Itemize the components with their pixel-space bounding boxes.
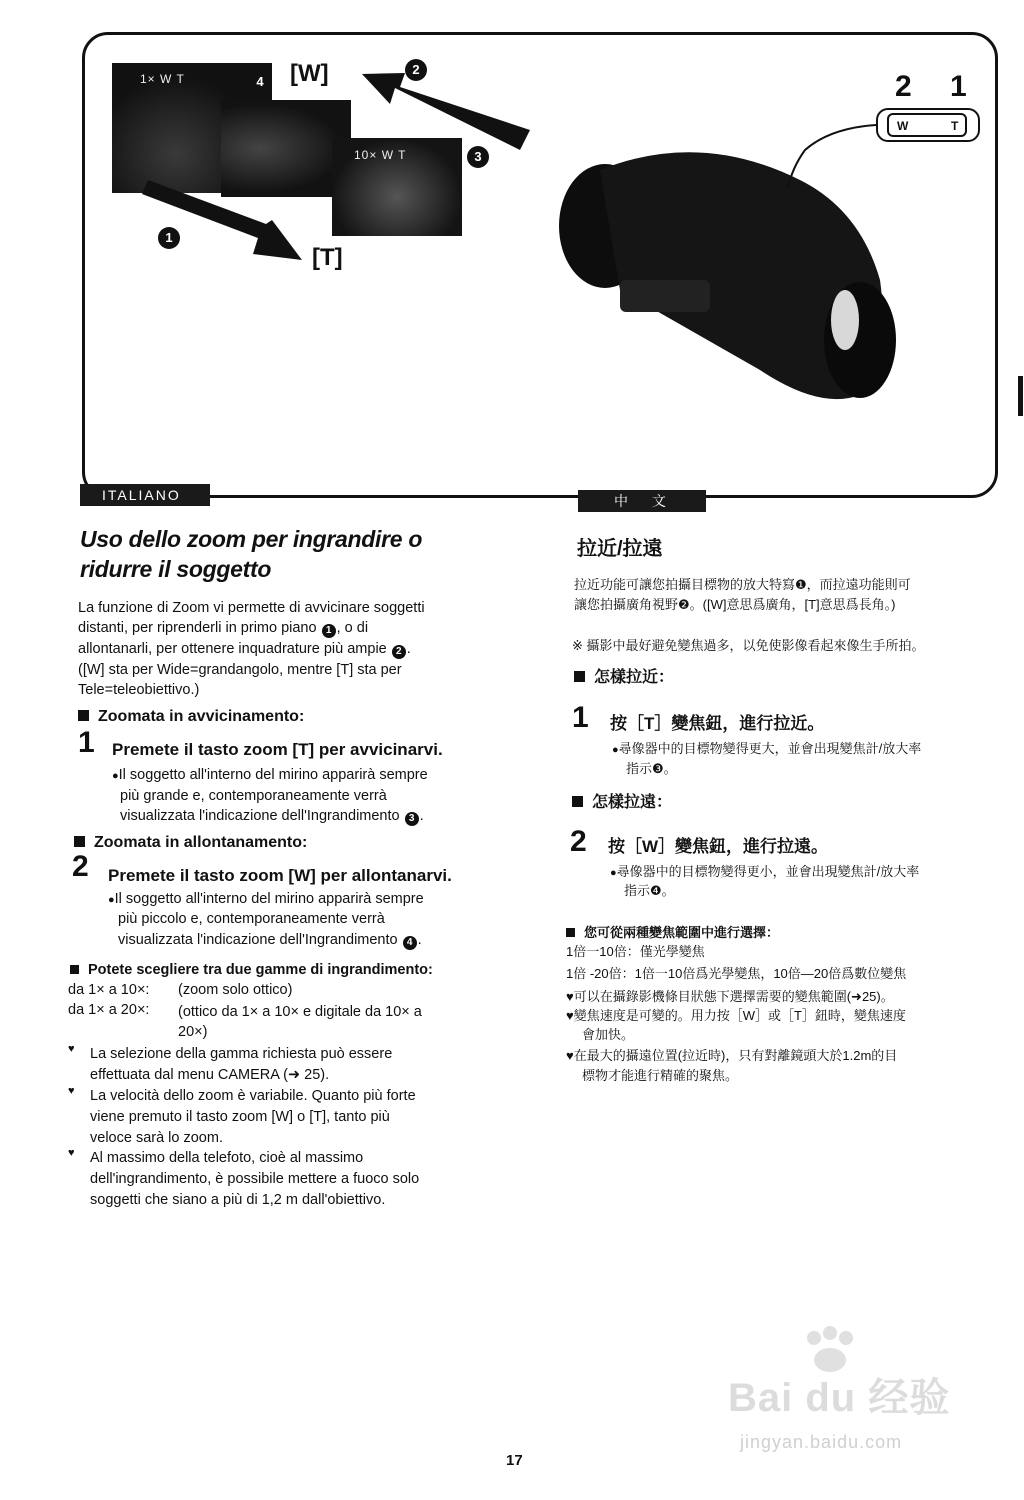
heart-bullet-icon: ♥ xyxy=(566,989,574,1004)
italian-zoom-out-heading-text: Zoomata in allontanamento: xyxy=(94,834,308,851)
chinese-step1-b2: 指示❸。 xyxy=(626,761,677,776)
italian-note1-b: effettuata dal menu CAMERA (➜ 25). xyxy=(90,1067,330,1083)
italian-note1-a: La selezione della gamma richiesta può essere xyxy=(90,1046,393,1062)
watermark-url: jingyan.baidu.com xyxy=(740,1432,903,1452)
chinese-step1-number: 1 xyxy=(572,701,589,734)
inline-badge-4: 4 xyxy=(403,936,417,950)
italian-zoom-in-heading xyxy=(78,708,304,726)
chinese-range-heading xyxy=(566,922,779,941)
italian-step1-b2: più grande e, contemporaneamente verrà xyxy=(120,788,387,804)
chinese-step2-b1 xyxy=(610,862,919,883)
italian-range-1b: (zoom solo ottico) xyxy=(178,982,293,998)
chinese-note2-a-text: 變焦速度是可變的。用力按［W］或［T］鈕時，變焦速度 xyxy=(573,1008,906,1023)
square-bullet-icon xyxy=(566,928,575,937)
chinese-step2-text: 按［W］變焦鈕，進行拉遠。 xyxy=(608,837,829,856)
chinese-note3-a-text: 在最大的攝遠位置(拉近時)，只有對離鏡頭大於1.2m的目 xyxy=(573,1048,898,1063)
callout-badge-1: 1 xyxy=(158,227,180,249)
arrow-down-icon xyxy=(142,180,302,260)
heart-bullet-icon: ♥ xyxy=(566,1048,574,1063)
heart-bullet-icon: ♥ xyxy=(68,1147,75,1159)
watermark-brand: Bai du 经验 xyxy=(728,1376,951,1420)
chinese-intro-2: 讓您拍攝廣角視野❷。([W]意思爲廣角，[T]意思爲長角。) xyxy=(574,597,896,612)
italian-range-2c: 20×) xyxy=(178,1024,208,1040)
arrow-up-icon xyxy=(362,73,530,150)
italian-zoom-out-heading xyxy=(74,834,307,852)
chinese-note3-a xyxy=(566,1046,897,1066)
italian-step1-b1 xyxy=(112,765,428,786)
chinese-note1 xyxy=(566,987,894,1007)
zoom-lever xyxy=(887,113,967,137)
chinese-zoom-out-heading-text: 怎樣拉遠： xyxy=(592,794,673,811)
callout-badge-2: 2 xyxy=(405,59,427,81)
chinese-step2-b1-text: 尋像器中的目標物變得更小，並會出現變焦計/放大率 xyxy=(616,864,920,879)
inline-badge-2: 2 xyxy=(392,645,406,659)
viewfinder-tele-text: 10× W T xyxy=(354,148,407,162)
dot-bullet-icon: ● xyxy=(108,894,115,906)
italian-intro-3a: allontanarli, per ottenere inquadrature più ampie xyxy=(78,641,387,657)
dot-bullet-icon: ● xyxy=(112,770,119,782)
chinese-range-2: 1倍 -20倍：1倍一10倍爲光學變焦，10倍—20倍爲數位變焦 xyxy=(566,966,907,981)
italian-note2-a: La velocità dello zoom è variabile. Quanto più forte xyxy=(90,1088,416,1104)
square-bullet-icon xyxy=(572,796,583,807)
italian-intro-2a: distanti, per riprenderli in primo piano xyxy=(78,620,317,636)
italian-zoom-in-heading-text: Zoomata in avvicinamento: xyxy=(98,708,305,725)
italian-step2-text: Premete il tasto zoom [W] per allontanarvi. xyxy=(108,866,452,885)
chinese-step1-b1 xyxy=(612,739,921,760)
italian-note3-c: soggetti che siano a più di 1,2 m dall'obiettivo. xyxy=(90,1192,386,1208)
italian-range-heading xyxy=(70,962,433,978)
italian-step1-text: Premete il tasto zoom [T] per avvicinarvi. xyxy=(112,740,443,759)
chinese-step1-b1-text: 尋像器中的目標物變得更大，並會出現變焦計/放大率 xyxy=(618,741,922,756)
italian-range-heading-text: Potete scegliere tra due gamme di ingrandimento: xyxy=(88,962,433,978)
square-bullet-icon xyxy=(78,710,89,721)
italian-intro-2 xyxy=(78,618,368,638)
camcorder-icon xyxy=(559,152,896,399)
chinese-zoom-in-heading xyxy=(574,664,674,687)
chinese-zoom-out-heading xyxy=(572,789,672,812)
chinese-range-1: 1倍一10倍：僅光學變焦 xyxy=(566,944,705,959)
page-edge-mark xyxy=(1018,376,1023,416)
italian-note2-b: viene premuto il tasto zoom [W] o [T], tanto più xyxy=(90,1109,390,1125)
chinese-step2-b2: 指示❹。 xyxy=(624,883,675,898)
italian-step2-b2: più piccolo e, contemporaneamente verrà xyxy=(118,911,385,927)
italian-step2-number: 2 xyxy=(72,850,89,883)
italian-step2-b1-text: Il soggetto all'interno del mirino apparirà sempre xyxy=(114,891,424,907)
italian-note2-c: veloce sarà lo zoom. xyxy=(90,1130,223,1146)
label-tele: [T] xyxy=(312,244,343,271)
inline-badge-1: 1 xyxy=(322,624,336,638)
italian-title-line1: Uso dello zoom per ingrandire o xyxy=(80,526,423,552)
zoom-lever-w: W xyxy=(897,119,909,133)
lang-bar-italian: ITALIANO xyxy=(80,484,210,506)
viewfinder-wide-text: 1× W T xyxy=(140,72,185,86)
dot-bullet-icon: ● xyxy=(610,867,617,879)
paw-icon xyxy=(800,1326,860,1376)
callout-badge-4: 4 xyxy=(249,71,271,93)
label-wide: [W] xyxy=(290,60,329,87)
label-number-2: 2 xyxy=(895,70,912,103)
italian-step2-b3: visualizzata l'indicazione dell'Ingrandimento 4 . xyxy=(118,932,422,948)
chinese-note3-b: 標物才能進行精確的聚焦。 xyxy=(582,1068,739,1083)
chinese-step2-number: 2 xyxy=(570,825,587,858)
heart-bullet-icon: ♥ xyxy=(566,1008,574,1023)
italian-range-2a: da 1× a 20×: xyxy=(68,1002,150,1018)
chinese-title: 拉近/拉遠 xyxy=(577,538,663,560)
chinese-note1-text: 可以在攝錄影機條目狀態下選擇需要的變焦範圍(➜25)。 xyxy=(573,989,894,1004)
italian-intro-5: Tele=teleobiettivo.) xyxy=(78,682,200,698)
italian-intro-4: ([W] sta per Wide=grandangolo, mentre [T] sta per xyxy=(78,662,402,678)
italian-range-2b: (ottico da 1× a 10× e digitale da 10× a xyxy=(178,1004,422,1020)
chinese-note2-a xyxy=(566,1006,906,1026)
italian-title-line2: ridurre il soggetto xyxy=(80,556,272,582)
italian-note3-a: Al massimo della telefoto, cioè al massimo xyxy=(90,1150,364,1166)
italian-note3-b: dell'ingrandimento, è possibile mettere a fuoco solo xyxy=(90,1171,420,1187)
dot-bullet-icon: ● xyxy=(612,744,619,756)
italian-step1-b3: visualizzata l'indicazione dell'Ingrandimento 3 . xyxy=(120,808,424,824)
square-bullet-icon xyxy=(74,836,85,847)
square-bullet-icon xyxy=(574,671,585,682)
illustration-graphics xyxy=(0,0,1024,500)
italian-step1-b1-text: Il soggetto all'interno del mirino apparirà sempre xyxy=(118,767,428,783)
lang-bar-chinese: 中 文 xyxy=(578,490,706,512)
italian-intro-3b: . xyxy=(406,641,411,657)
page-number: 17 xyxy=(506,1452,523,1469)
italian-intro-3 xyxy=(78,639,411,659)
chinese-range-heading-text: 您可從兩種變焦範圍中進行選擇： xyxy=(584,925,780,940)
label-number-1: 1 xyxy=(950,70,967,103)
square-bullet-icon xyxy=(70,965,79,974)
italian-intro-2b: , o di xyxy=(336,620,369,636)
italian-range-1a: da 1× a 10×: xyxy=(68,982,150,998)
heart-bullet-icon: ♥ xyxy=(68,1085,75,1097)
italian-intro-1: La funzione di Zoom vi permette di avvicinare soggetti xyxy=(78,600,425,616)
chinese-intro-1: 拉近功能可讓您拍攝目標物的放大特寫❶，而拉遠功能則可 xyxy=(574,577,911,592)
chinese-note2-b: 會加快。 xyxy=(582,1027,635,1042)
chinese-note: ※ 攝影中最好避免變焦過多，以免使影像看起來像生手所拍。 xyxy=(572,638,925,653)
chinese-step1-text: 按［T］變焦鈕，進行拉近。 xyxy=(610,714,825,733)
italian-step1-number: 1 xyxy=(78,726,95,759)
italian-step1-b3-text: visualizzata l'indicazione dell'Ingrandimento xyxy=(120,808,400,824)
italian-step2-b1 xyxy=(108,889,424,910)
chinese-zoom-in-heading-text: 怎樣拉近： xyxy=(594,669,675,686)
callout-badge-3: 3 xyxy=(467,146,489,168)
heart-bullet-icon: ♥ xyxy=(68,1043,75,1055)
zoom-lever-t: T xyxy=(951,119,959,133)
italian-step2-b3-text: visualizzata l'indicazione dell'Ingrandimento xyxy=(118,932,398,948)
inline-badge-3: 3 xyxy=(405,812,419,826)
